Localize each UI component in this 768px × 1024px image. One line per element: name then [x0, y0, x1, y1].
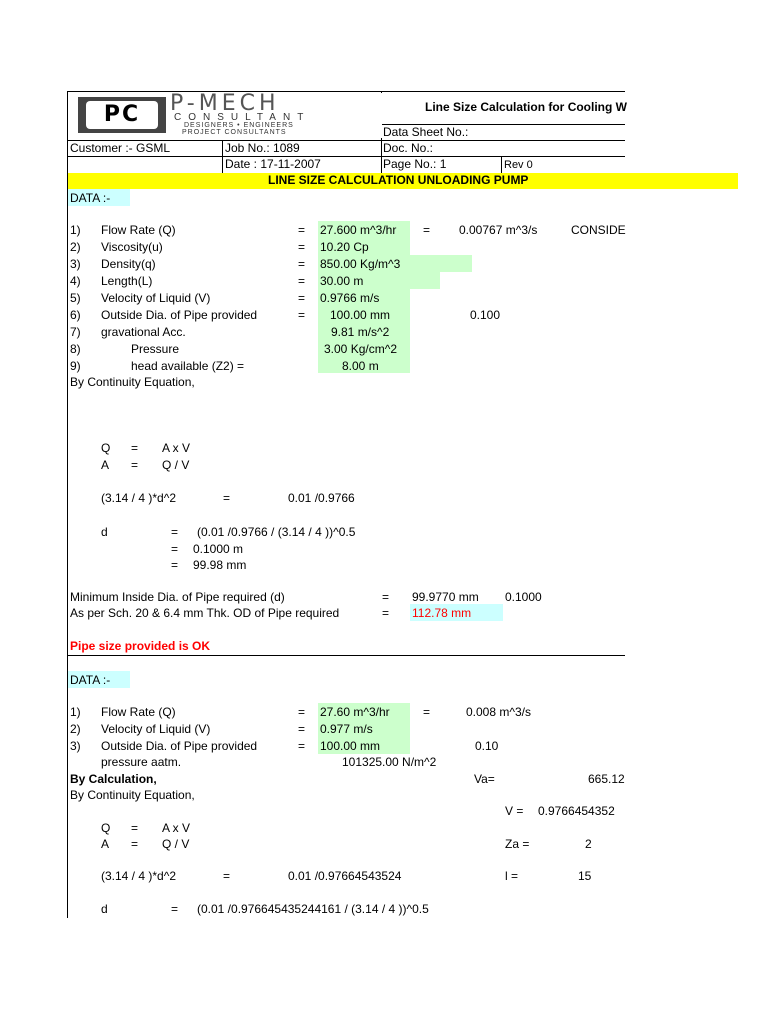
flow-rate-value-2: 27.60 m^3/hr — [320, 705, 390, 719]
row-num: 6) — [70, 308, 81, 322]
gravity-label: gravational Acc. — [101, 325, 186, 339]
equals: = — [423, 705, 431, 719]
equals: = — [298, 291, 306, 305]
eq-q-equals-2: = — [131, 821, 139, 835]
v-label: V = — [505, 804, 524, 818]
sheet-title: Line Size Calculation for Cooling W — [425, 100, 628, 114]
row-num: 8) — [70, 342, 81, 356]
equals: = — [298, 274, 306, 288]
outside-dia-conv-2: 0.10 — [475, 739, 499, 753]
eq-a-equals: = — [131, 458, 139, 472]
area-formula-2: (3.14 / 4 )*d^2 — [101, 869, 177, 883]
logo-tagline-2: PROJECT CONSULTANTS — [182, 129, 287, 136]
row-num: 1) — [70, 223, 81, 237]
d-equals: = — [171, 525, 179, 539]
equals: = — [382, 590, 390, 604]
logo-mark: PC — [86, 101, 158, 129]
velocity-label: Velocity of Liquid (V) — [101, 291, 211, 305]
pressure-atm-label: pressure aatm. — [101, 755, 182, 769]
equals: = — [298, 223, 306, 237]
outside-dia-label: Outside Dia. of Pipe provided — [101, 308, 258, 322]
row-num: 3) — [70, 739, 81, 753]
row-line-3 — [67, 156, 625, 157]
outside-dia-conv: 0.100 — [470, 308, 501, 322]
page-no: Page No.: 1 — [383, 157, 447, 171]
area-value: 0.01 /0.9766 — [288, 491, 355, 505]
va-label: Va= — [474, 772, 495, 786]
equals: = — [298, 705, 306, 719]
density-label: Density(q) — [101, 257, 156, 271]
sch-value: 112.78 mm — [412, 606, 472, 620]
viscosity-value: 10.20 Cp — [320, 240, 369, 254]
company-logo — [70, 93, 382, 138]
flow-rate-label-2: Flow Rate (Q) — [101, 705, 176, 719]
eq-a: A — [101, 458, 110, 472]
row-num: 2) — [70, 722, 81, 736]
doc-no: Doc. No.: — [383, 141, 434, 155]
pressure-atm-value: 101325.00 N/m^2 — [342, 755, 437, 769]
length-value: 30.00 m — [320, 274, 364, 288]
row-num: 3) — [70, 257, 81, 271]
data-label-2: DATA :- — [70, 673, 111, 687]
l-label: l = — [505, 869, 519, 883]
area-equals-2: = — [223, 869, 231, 883]
d-mm: 99.98 mm — [193, 558, 247, 572]
divider-job — [222, 140, 223, 173]
gravity-value: 9.81 m/s^2 — [331, 325, 390, 339]
area-equals: = — [223, 491, 231, 505]
va-value: 665.12 — [588, 772, 625, 786]
eq-q-rhs-2: A x V — [162, 821, 191, 835]
equals: = — [298, 308, 306, 322]
logo-tagline-1: DESIGNERS • ENGINEERS — [184, 122, 294, 129]
equals: = — [298, 240, 306, 254]
by-calculation: By Calculation, — [70, 772, 157, 786]
flow-rate-conv: 0.00767 m^3/s — [459, 223, 538, 237]
outside-dia-value: 100.00 mm — [330, 308, 391, 322]
min-dia-value: 99.9770 mm — [412, 590, 479, 604]
row-num: 7) — [70, 325, 81, 339]
row-num: 9) — [70, 359, 81, 373]
revision: Rev 0 — [504, 159, 533, 171]
logo-sub: CONSULTANT — [174, 112, 311, 123]
d-formula-2: (0.01 /0.976645435244161 / (3.14 / 4 ))^0.5 — [197, 902, 429, 916]
d-equals: = — [171, 542, 179, 556]
frame-top — [67, 91, 625, 92]
velocity-label-2: Velocity of Liquid (V) — [101, 722, 211, 736]
frame-left — [67, 91, 68, 918]
za-label: Za = — [505, 837, 530, 851]
row-num: 1) — [70, 705, 81, 719]
length-label: Length(L) — [101, 274, 153, 288]
outside-dia-value-2: 100.00 mm — [320, 739, 381, 753]
d-symbol: d — [101, 525, 108, 539]
d-meters: 0.1000 m — [193, 542, 244, 556]
equals: = — [298, 722, 306, 736]
logo-name: P-MECH — [170, 93, 280, 116]
flow-rate-note: CONSIDE — [571, 223, 626, 237]
density-value: 850.00 Kg/m^3 — [320, 257, 401, 271]
area-value-2: 0.01 /0.97664543524 — [288, 869, 402, 883]
result-status: Pipe size provided is OK — [70, 639, 211, 653]
continuity-heading-2: By Continuity Equation, — [70, 788, 195, 802]
equals: = — [298, 739, 306, 753]
eq-q-rhs: A x V — [162, 441, 191, 455]
outside-dia-label-2: Outside Dia. of Pipe provided — [101, 739, 258, 753]
row-num: 4) — [70, 274, 81, 288]
velocity-value: 0.9766 m/s — [320, 291, 380, 305]
divider-rev — [501, 156, 502, 173]
head-available-label: head available (Z2) = — [131, 359, 245, 373]
data-sheet-no: Data Sheet No.: — [383, 125, 469, 139]
flow-rate-label: Flow Rate (Q) — [101, 223, 176, 237]
min-dia-meters: 0.1000 — [505, 590, 542, 604]
equals: = — [382, 606, 390, 620]
customer: Customer :- GSML — [70, 141, 171, 155]
eq-a-equals-2: = — [131, 837, 139, 851]
equals: = — [298, 257, 306, 271]
pressure-label: Pressure — [131, 342, 180, 356]
head-available-value: 8.00 m — [342, 359, 379, 373]
job-no: Job No.: 1089 — [225, 141, 300, 155]
za-value: 2 — [585, 837, 592, 851]
date: Date : 17-11-2007 — [225, 157, 321, 171]
d-symbol-2: d — [101, 902, 108, 916]
eq-q: Q — [101, 441, 111, 455]
pressure-value: 3.00 Kg/cm^2 — [324, 342, 398, 356]
continuity-heading: By Continuity Equation, — [70, 375, 195, 389]
flow-rate-value: 27.600 m^3/hr — [320, 223, 397, 237]
eq-q-equals: = — [131, 441, 139, 455]
row-num: 5) — [70, 291, 81, 305]
sch-label: As per Sch. 20 & 6.4 mm Thk. OD of Pipe required — [70, 606, 340, 620]
equals: = — [423, 223, 431, 237]
eq-a-rhs: Q / V — [162, 458, 190, 472]
min-dia-label: Minimum Inside Dia. of Pipe required (d) — [70, 590, 285, 604]
v-value: 0.9766454352 — [538, 804, 615, 818]
d-formula: (0.01 /0.9766 / (3.14 / 4 ))^0.5 — [197, 525, 356, 539]
area-formula: (3.14 / 4 )*d^2 — [101, 491, 177, 505]
row-num: 2) — [70, 240, 81, 254]
data-label-1: DATA :- — [70, 191, 111, 205]
section-divider — [67, 655, 625, 656]
banner-title: LINE SIZE CALCULATION UNLOADING PUMP — [268, 173, 529, 187]
viscosity-label: Viscosity(u) — [101, 240, 163, 254]
eq-a-rhs-2: Q / V — [162, 837, 190, 851]
velocity-value-2: 0.977 m/s — [320, 722, 373, 736]
flow-rate-conv-2: 0.008 m^3/s — [466, 705, 531, 719]
eq-q-2: Q — [101, 821, 111, 835]
d-equals-2: = — [171, 902, 179, 916]
l-value: 15 — [578, 869, 592, 883]
eq-a-2: A — [101, 837, 110, 851]
d-equals: = — [171, 558, 179, 572]
